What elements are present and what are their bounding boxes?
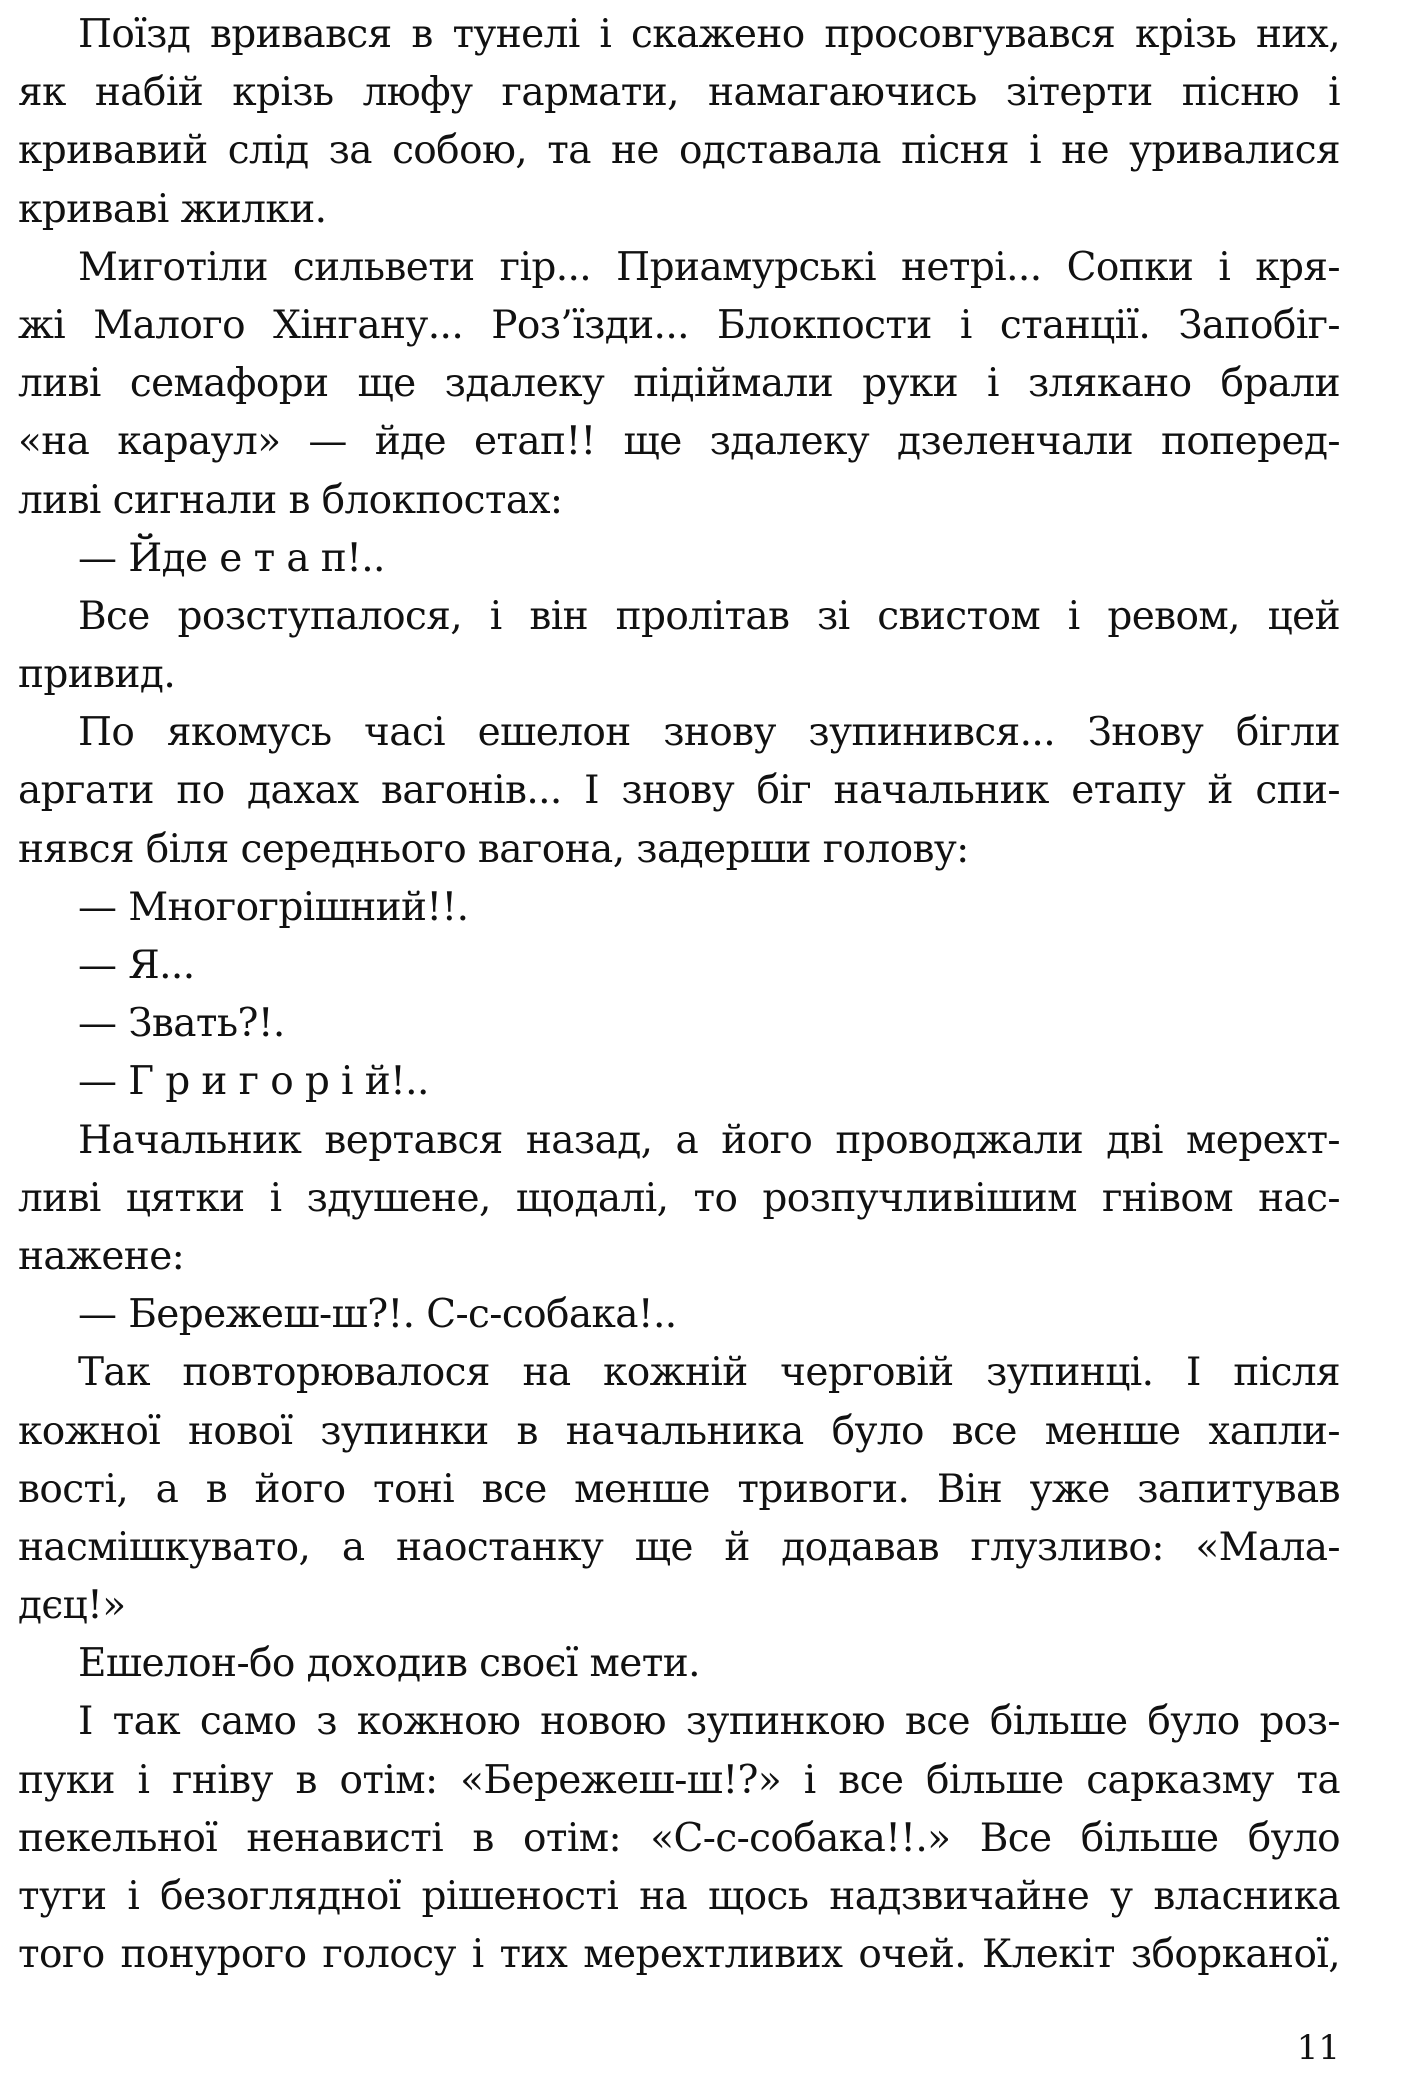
paragraph-first-line: — Я... [78, 943, 195, 988]
text-line: туги і безоглядної рішеності на щось надзвичайне у власника [18, 1874, 1340, 1919]
paragraph-first-line: Миготіли сильвети гір... Приамурські нетрі... Сопки і кря- [78, 244, 1340, 290]
page-number: 11 [1296, 2028, 1340, 2068]
text-line: ливі семафори ще здалеку підіймали руки і злякано брали [18, 361, 1340, 407]
text-line: кривавий слід за собою, та не одставала пісня і не уривалися [18, 128, 1340, 174]
text-line: дєц!» [18, 1583, 126, 1629]
paragraph-first-line: — Звать?!. [78, 1001, 285, 1047]
paragraph-first-line: Все розступалося, і він пролітав зі свистом і ревом, цей [78, 593, 1340, 639]
paragraph-first-line: І так само з кожною новою зупинкою все більше було роз- [78, 1699, 1340, 1745]
paragraph-first-line: По якомусь часі ешелон знову зупинився... Знову бігли [78, 710, 1340, 756]
text-line: насмішкувато, а наостанку ще й додавав глузливо: «Мала- [18, 1524, 1340, 1570]
text-line: пуки і гніву в отім: «Бережеш-ш!?» і все більше сарказму та [18, 1757, 1340, 1803]
text-line: пекельної ненависті в отім: «С-с-собака!!.» Все більше було [18, 1815, 1340, 1861]
text-line: жі Малого Хінгану... Роз’їзди... Блокпости і станції. Запобіг- [18, 302, 1340, 348]
text-line: привид. [18, 652, 176, 698]
text-line: того понурого голосу і тих мерехтливих очей. Клекіт зборканої, [18, 1932, 1340, 1978]
paragraph-first-line: — Г р и г о р і й!.. [78, 1059, 429, 1105]
paragraph-first-line: Поїзд вривався в тунелі і скажено просовгувався крізь них, [78, 12, 1340, 57]
paragraph-first-line: Так повторювалося на кожній черговій зупинці. І після [78, 1350, 1340, 1396]
text-line: криваві жилки. [18, 186, 327, 232]
paragraph-first-line: — Бережеш-ш?!. С-с-собака!.. [78, 1292, 677, 1338]
text-line: кожної нової зупинки в начальника було все менше хапли- [18, 1408, 1340, 1454]
text-line: вості, а в його тоні все менше тривоги. Він уже запитував [18, 1466, 1340, 1512]
paragraph-first-line: Начальник вертався назад, а його проводжали дві мерехт- [78, 1117, 1340, 1163]
paragraph-first-line: Ешелон-бо доходив своєї мети. [78, 1641, 700, 1687]
book-page-text [18, 6, 1340, 1984]
paragraph-first-line: — Йде е т а п!.. [78, 535, 385, 581]
text-line: аргати по дахах вагонів... І знову біг начальник етапу й спи- [18, 768, 1340, 814]
text-line: нажене: [18, 1233, 185, 1279]
text-line: нявся біля середнього вагона, задерши голову: [18, 826, 969, 872]
paragraph-first-line: — Многогрішний!!. [78, 884, 469, 930]
text-line: як набій крізь люфу гармати, намагаючись зітерти пісню і [18, 70, 1340, 116]
text-line: ливі сигнали в блокпостах: [18, 477, 563, 523]
text-line: «на караул» — йде етап!! ще здалеку дзеленчали поперед- [18, 419, 1340, 465]
text-line: ливі цятки і здушене, щодалі, то розпучливішим гнівом нас- [18, 1175, 1340, 1221]
